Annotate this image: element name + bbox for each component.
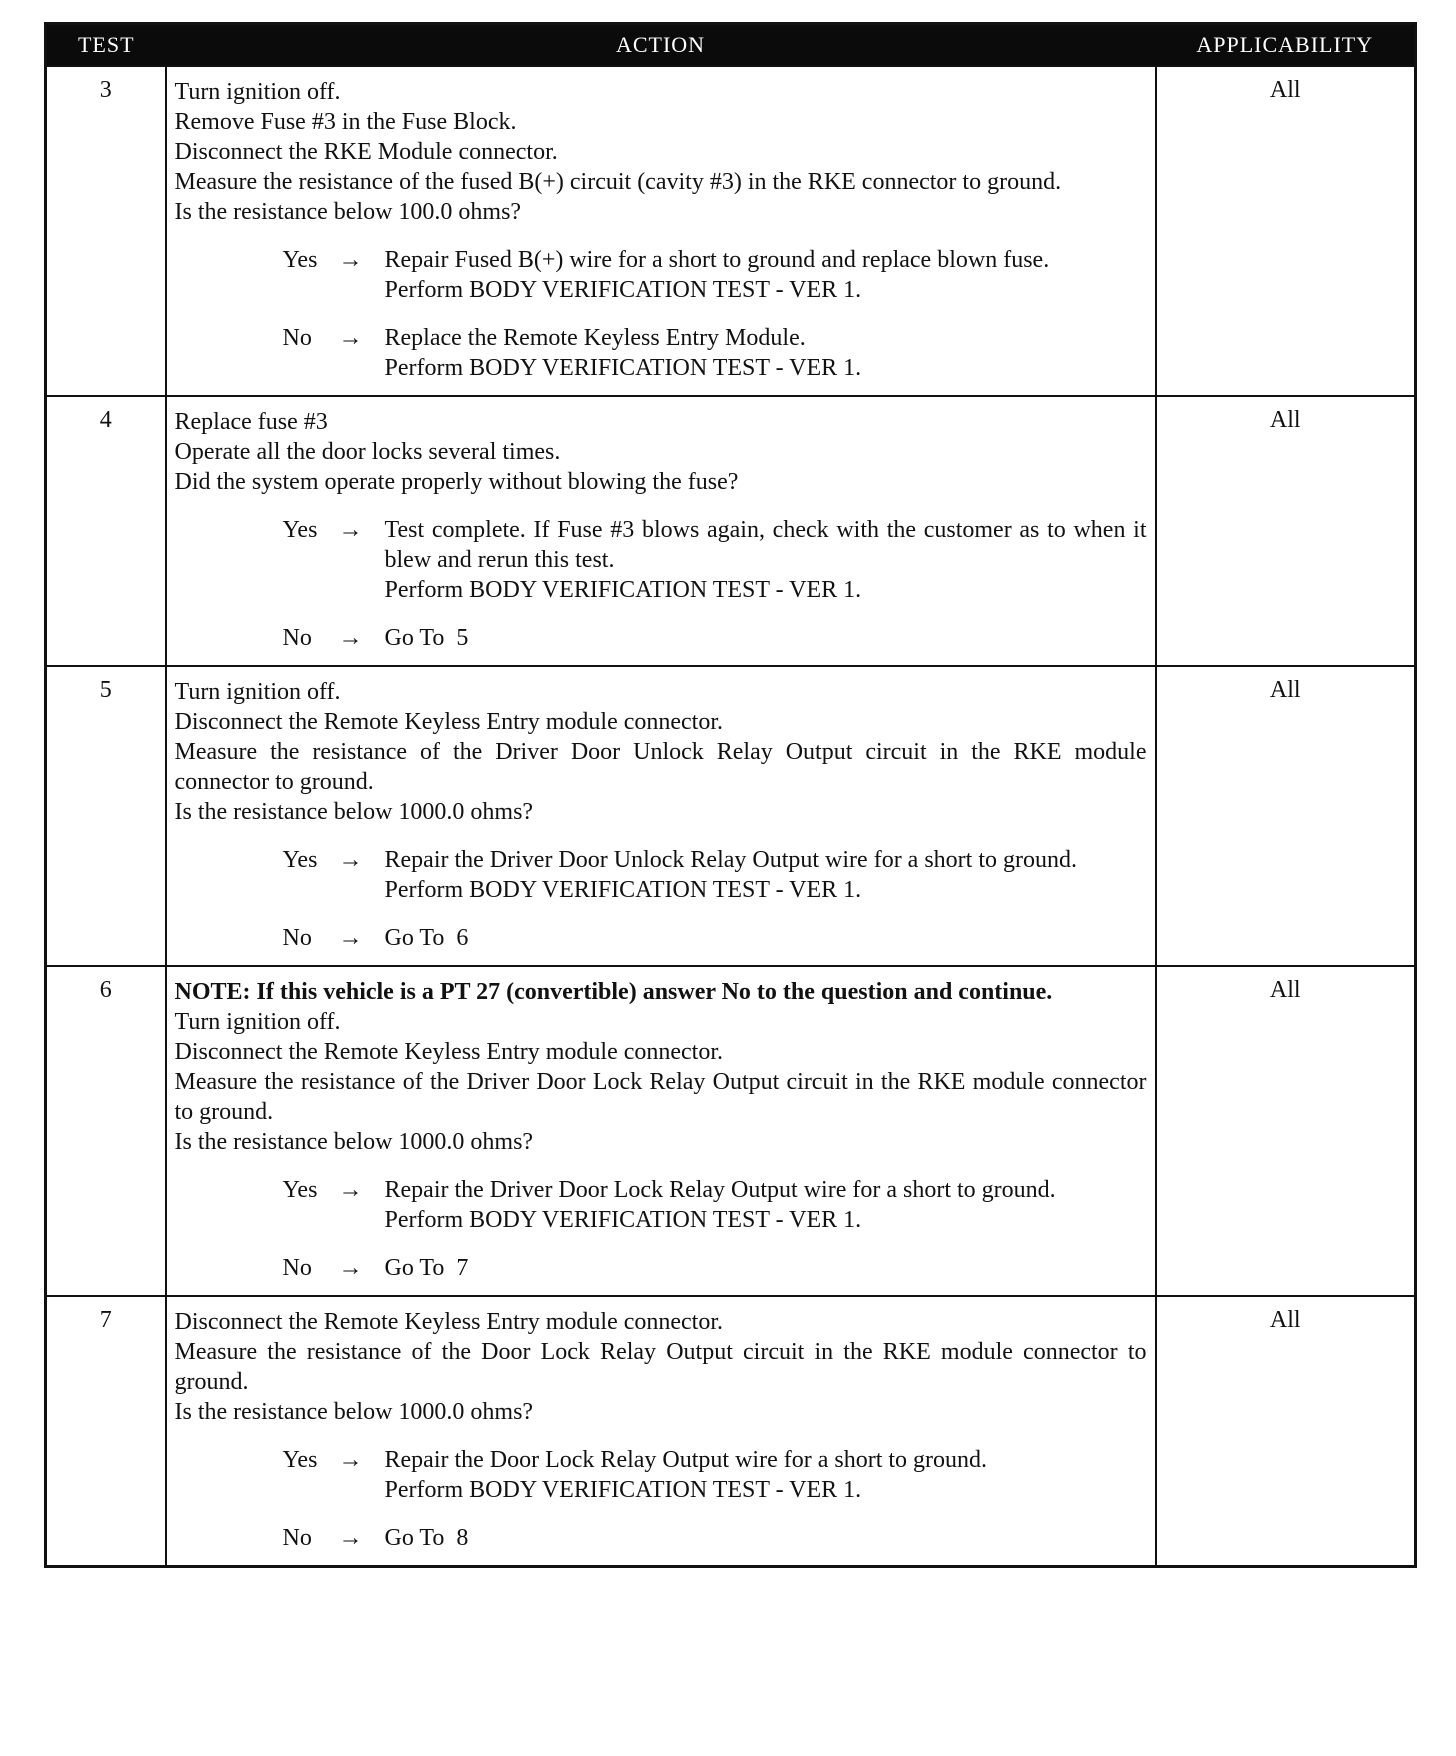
applicability-value: All bbox=[1156, 966, 1416, 1296]
diagnostic-test-table bbox=[44, 22, 1417, 1568]
no-branch-result bbox=[385, 923, 1147, 953]
yes-branch-result-line: Perform BODY VERIFICATION TEST - VER 1. bbox=[384, 577, 862, 603]
yes-branch bbox=[283, 845, 1147, 905]
no-branch bbox=[283, 623, 1147, 653]
yes-branch-result-line: Repair the Driver Door Lock Relay Output wire for a short to ground. bbox=[384, 1177, 1056, 1203]
note-text: NOTE: If this vehicle is a PT 27 (convertible) answer No to the question and continue. bbox=[174, 979, 1053, 1005]
no-branch bbox=[283, 1523, 1147, 1553]
action-step: Measure the resistance of the fused B(+) circuit (cavity #3) in the RKE connector to ground. bbox=[174, 169, 1062, 195]
action-cell bbox=[166, 396, 1156, 666]
arrow-right-icon: → bbox=[338, 325, 363, 351]
yes-branch-result-line: Perform BODY VERIFICATION TEST - VER 1. bbox=[384, 877, 862, 903]
yes-branch-result-line: Repair Fused B(+) wire for a short to ground and replace blown fuse. bbox=[384, 247, 1050, 273]
arrow-right-icon: → bbox=[338, 1447, 363, 1473]
no-branch bbox=[283, 1253, 1147, 1283]
no-branch-result-line: Go To 7 bbox=[384, 1255, 469, 1281]
applicability-value: All bbox=[1156, 1296, 1416, 1567]
action-cell bbox=[166, 1296, 1156, 1567]
action-step: Measure the resistance of the Driver Door Unlock Relay Output circuit in the RKE module connector to ground. bbox=[174, 739, 1147, 795]
applicability-value: All bbox=[1156, 66, 1416, 396]
yes-branch-result-line: Repair the Driver Door Unlock Relay Output wire for a short to ground. bbox=[384, 847, 1077, 873]
yes-branch-label: Yes bbox=[282, 247, 318, 273]
table-body bbox=[46, 66, 1416, 1567]
no-branch-label: No bbox=[282, 1525, 312, 1551]
no-branch bbox=[283, 923, 1147, 953]
arrow-right-icon: → bbox=[338, 1255, 363, 1281]
action-step: Is the resistance below 100.0 ohms? bbox=[174, 199, 522, 225]
yes-branch-result-line: Test complete. If Fuse #3 blows again, check with the customer as to when it blew and rerun this test. bbox=[384, 517, 1153, 573]
arrow-right-icon: → bbox=[338, 925, 363, 951]
header-action: ACTION bbox=[166, 24, 1156, 67]
no-branch bbox=[283, 323, 1147, 383]
no-branch-label: No bbox=[282, 625, 312, 651]
action-step: Measure the resistance of the Driver Door Lock Relay Output circuit in the RKE module connector to ground. bbox=[174, 1069, 1147, 1125]
yes-branch-label: Yes bbox=[282, 1177, 318, 1203]
action-step: Is the resistance below 1000.0 ohms? bbox=[174, 799, 534, 825]
action-cell bbox=[166, 966, 1156, 1296]
yes-branch bbox=[283, 1445, 1147, 1505]
yes-branch-label: Yes bbox=[282, 1447, 318, 1473]
no-branch-label: No bbox=[282, 925, 312, 951]
no-branch-result-line: Perform BODY VERIFICATION TEST - VER 1. bbox=[384, 355, 862, 381]
action-step: Disconnect the Remote Keyless Entry module connector. bbox=[174, 1039, 724, 1065]
action-step: Replace fuse #3 bbox=[174, 409, 328, 435]
no-branch-label: No bbox=[282, 1255, 312, 1281]
header-applicability: APPLICABILITY bbox=[1156, 24, 1416, 67]
yes-branch-result bbox=[384, 515, 1153, 605]
header-test: TEST bbox=[46, 24, 166, 67]
no-branch-result-line: Go To 6 bbox=[384, 925, 469, 951]
table-row bbox=[46, 396, 1416, 666]
test-number: 3 bbox=[46, 66, 166, 396]
action-step: Remove Fuse #3 in the Fuse Block. bbox=[174, 109, 517, 135]
no-branch-result bbox=[385, 1523, 1147, 1553]
no-branch-result bbox=[385, 623, 1147, 653]
arrow-right-icon: → bbox=[338, 1177, 363, 1203]
no-branch-label: No bbox=[282, 325, 312, 351]
table-row bbox=[46, 666, 1416, 966]
action-step: Did the system operate properly without blowing the fuse? bbox=[174, 469, 739, 495]
yes-branch-result-line: Perform BODY VERIFICATION TEST - VER 1. bbox=[384, 1477, 862, 1503]
yes-branch-result-line: Perform BODY VERIFICATION TEST - VER 1. bbox=[384, 277, 862, 303]
table-row bbox=[46, 966, 1416, 1296]
test-number: 4 bbox=[46, 396, 166, 666]
no-branch-result-line: Go To 5 bbox=[384, 625, 469, 651]
action-step: Turn ignition off. bbox=[174, 79, 341, 105]
test-number: 5 bbox=[46, 666, 166, 966]
yes-branch-result bbox=[385, 1175, 1147, 1235]
test-number: 7 bbox=[46, 1296, 166, 1567]
table-row bbox=[46, 66, 1416, 396]
yes-branch-result bbox=[385, 845, 1147, 905]
action-step: Turn ignition off. bbox=[174, 679, 341, 705]
applicability-value: All bbox=[1156, 666, 1416, 966]
action-step: Is the resistance below 1000.0 ohms? bbox=[174, 1129, 534, 1155]
yes-branch bbox=[283, 1175, 1147, 1235]
table-row bbox=[46, 1296, 1416, 1567]
yes-branch-label: Yes bbox=[282, 847, 318, 873]
yes-branch-result bbox=[385, 1445, 1147, 1505]
header-row bbox=[46, 24, 1416, 67]
no-branch-result-line: Go To 8 bbox=[384, 1525, 469, 1551]
yes-branch-result-line: Repair the Door Lock Relay Output wire for a short to ground. bbox=[384, 1447, 988, 1473]
action-step: Disconnect the Remote Keyless Entry module connector. bbox=[174, 709, 724, 735]
applicability-value: All bbox=[1156, 396, 1416, 666]
arrow-right-icon: → bbox=[338, 1525, 363, 1551]
action-step: Measure the resistance of the Door Lock Relay Output circuit in the RKE module connector to ground. bbox=[174, 1339, 1147, 1395]
yes-branch-result-line: Perform BODY VERIFICATION TEST - VER 1. bbox=[384, 1207, 862, 1233]
action-step: Disconnect the Remote Keyless Entry module connector. bbox=[174, 1309, 724, 1335]
yes-branch bbox=[282, 515, 1153, 605]
action-step: Is the resistance below 1000.0 ohms? bbox=[174, 1399, 534, 1425]
no-branch-result bbox=[385, 1253, 1147, 1283]
action-cell bbox=[166, 666, 1156, 966]
arrow-right-icon: → bbox=[338, 517, 363, 543]
no-branch-result-line: Replace the Remote Keyless Entry Module. bbox=[384, 325, 806, 351]
yes-branch-result bbox=[385, 245, 1147, 305]
action-step: Turn ignition off. bbox=[174, 1009, 341, 1035]
arrow-right-icon: → bbox=[338, 847, 363, 873]
action-cell bbox=[166, 66, 1156, 396]
yes-branch-label: Yes bbox=[282, 517, 318, 543]
action-step: Operate all the door locks several times. bbox=[174, 439, 561, 465]
arrow-right-icon: → bbox=[338, 625, 363, 651]
arrow-right-icon: → bbox=[338, 247, 363, 273]
yes-branch bbox=[283, 245, 1147, 305]
action-step: Disconnect the RKE Module connector. bbox=[174, 139, 558, 165]
no-branch-result bbox=[385, 323, 1147, 383]
test-number: 6 bbox=[46, 966, 166, 1296]
